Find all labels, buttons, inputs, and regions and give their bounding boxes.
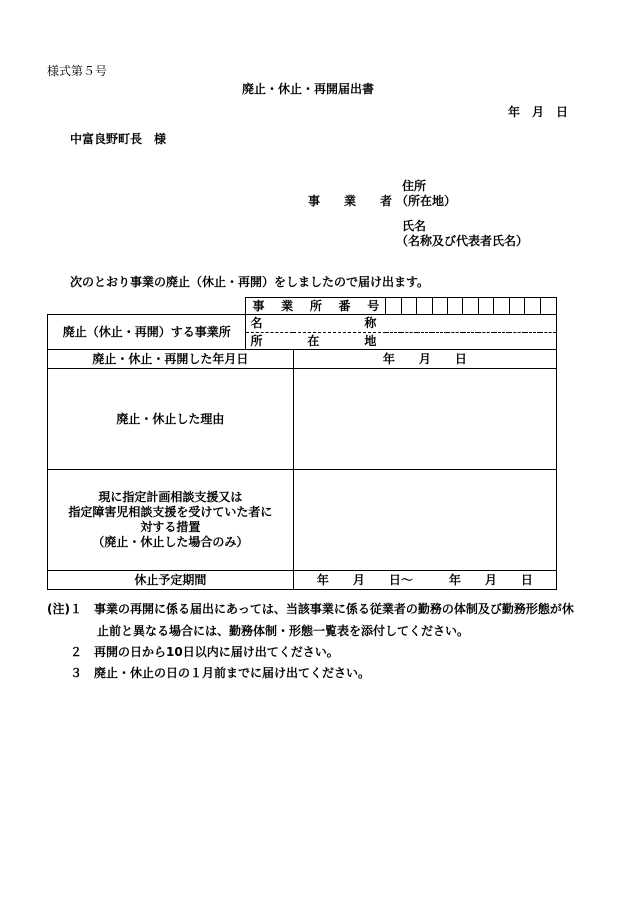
intro-text: 次のとおり事業の廃止（休止・再開）をしましたので届け出ます。 — [70, 275, 430, 289]
operator-label: 事 業 者 — [308, 194, 393, 208]
measures-label: 現に指定計画相談支援又は 指定障害児相談支援を受けていた者に 対する措置 （廃止・休止した場合のみ） — [48, 470, 294, 571]
office-number-digit-2[interactable] — [401, 298, 416, 315]
addressee: 中富良野町長 様 — [70, 132, 167, 146]
name-paren: （名称及び代表者氏名） — [396, 234, 529, 248]
office-number-digit-1[interactable] — [386, 298, 401, 315]
date-line: 年 月 日 — [508, 105, 569, 119]
note-1-mark: (注)１ — [47, 602, 82, 616]
note-3-mark: ３ — [70, 666, 83, 680]
office-number-digit-10[interactable] — [525, 298, 540, 315]
name-label: 氏名 — [402, 219, 427, 233]
period-label: 休止予定期間 — [48, 571, 294, 590]
reason-label: 廃止・休止した理由 — [48, 369, 294, 470]
period-row — [48, 571, 557, 590]
form-number: 様式第５号 — [47, 64, 108, 78]
office-number-digit-6[interactable] — [463, 298, 478, 315]
date-field[interactable]: 年 月 日 — [293, 350, 556, 369]
note-1 — [47, 600, 574, 617]
measures-row — [48, 470, 557, 571]
notification-table — [47, 297, 557, 590]
note-1-text: 事業の再開に係る届出にあっては、当該事業に係る従業者の勤務の体制及び勤務形態が休 — [94, 602, 574, 616]
measures-field[interactable] — [293, 470, 556, 571]
address-label: 住所 — [402, 179, 427, 193]
office-number-digit-5[interactable] — [447, 298, 462, 315]
note-3 — [70, 664, 371, 681]
office-number-digit-4[interactable] — [432, 298, 447, 315]
office-number-digit-8[interactable] — [494, 298, 509, 315]
office-number-digit-3[interactable] — [417, 298, 432, 315]
note-1-continued: 止前と異なる場合には、勤務体制・形態一覧表を添付してください。 — [97, 624, 470, 638]
office-number-row — [48, 298, 557, 315]
office-number-digit-7[interactable] — [478, 298, 493, 315]
office-name-field[interactable]: 名 称 — [246, 315, 557, 333]
office-number-label: 事 業 所 番 号 — [246, 298, 386, 315]
date-row — [48, 350, 557, 369]
note-2-mark: ２ — [70, 645, 83, 659]
note-2-text: 再開の日から10日以内に届け出てください。 — [94, 645, 339, 659]
note-3-text: 廃止・休止の日の１月前までに届け出てください。 — [94, 666, 371, 680]
office-name-row — [48, 315, 557, 333]
office-number-digit-9[interactable] — [509, 298, 524, 315]
date-label: 廃止・休止・再開した年月日 — [48, 350, 294, 369]
address-paren: （所在地） — [396, 194, 457, 208]
document-title: 廃止・休止・再開届出書 — [242, 82, 375, 96]
note-2 — [70, 643, 339, 660]
office-number-digit-11[interactable] — [540, 298, 557, 315]
office-location-field[interactable]: 所 在 地 — [246, 332, 557, 350]
office-label: 廃止（休止・再開）する事業所 — [48, 315, 246, 350]
reason-field[interactable] — [293, 369, 556, 470]
period-field[interactable]: 年 月 日～ 年 月 日 — [293, 571, 556, 590]
reason-row — [48, 369, 557, 470]
